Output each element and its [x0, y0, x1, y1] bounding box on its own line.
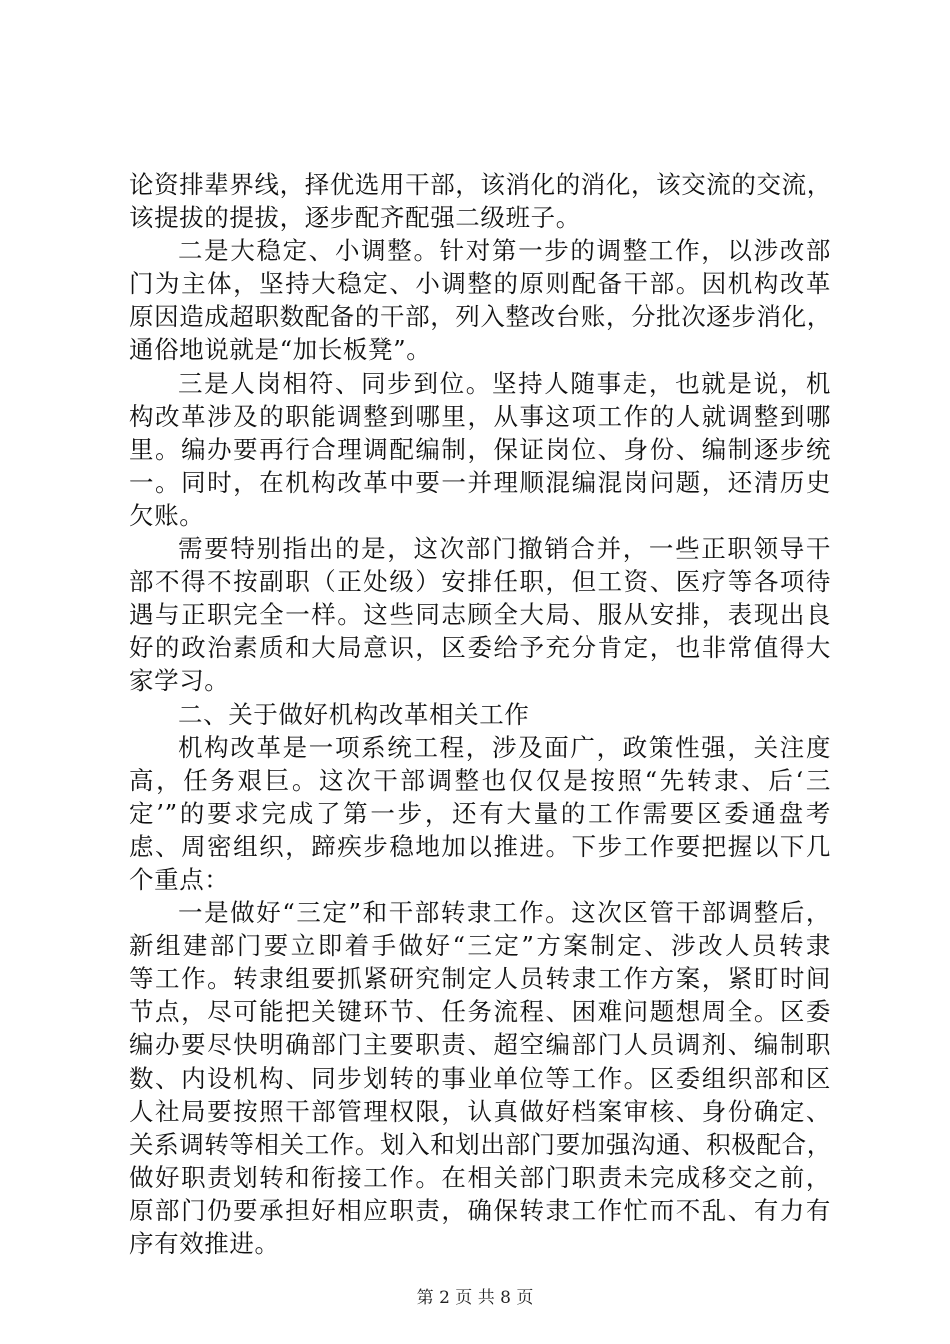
document-body	[129, 168, 831, 1260]
page-footer	[0, 1287, 950, 1309]
text-line: 原部门仍要承担好相应职责，确保转隶工作忙而不乱、有力有	[129, 1195, 831, 1225]
text-line: 定’”的要求完成了第一步，还有大量的工作需要区委通盘考	[129, 798, 831, 828]
text-line: 一。同时，在机构改革中要一并理顺混编混岗问题，还清历史	[129, 467, 831, 497]
paragraph-start: 一是做好“三定”和干部转隶工作。这次区管干部调整后，	[178, 898, 831, 928]
text-line: 欠账。	[129, 500, 205, 530]
text-line: 好的政治素质和大局意识，区委给予充分肯定，也非常值得大	[129, 633, 831, 663]
paragraph-start: 三是人岗相符、同步到位。坚持人随事走，也就是说，机	[178, 368, 831, 398]
text-line: 该提拔的提拔，逐步配齐配强二级班子。	[129, 203, 581, 233]
text-line: 做好职责划转和衔接工作。在相关部门职责未完成移交之前，	[129, 1162, 831, 1192]
paragraph-start: 需要特别指出的是，这次部门撤销合并，一些正职领导干	[178, 534, 831, 564]
text-line: 通俗地说就是“加长板凳”。	[129, 335, 432, 365]
text-line: 部不得不按副职（正处级）安排任职，但工资、医疗等各项待	[129, 567, 831, 597]
text-line: 家学习。	[129, 666, 230, 696]
text-line: 遇与正职完全一样。这些同志顾全大局、服从安排，表现出良	[129, 600, 831, 630]
text-line: 里。编办要再行合理调配编制，保证岗位、身份、编制逐步统	[129, 434, 831, 464]
text-line: 构改革涉及的职能调整到哪里，从事这项工作的人就调整到哪	[129, 401, 831, 431]
text-line: 论资排辈界线，择优选用干部，该消化的消化，该交流的交流，	[129, 170, 832, 199]
text-line: 高，任务艰巨。这次干部调整也仅仅是按照“先转隶、后‘三	[129, 765, 831, 795]
paragraph-start: 二是大稳定、小调整。针对第一步的调整工作，以涉改部	[178, 236, 831, 266]
text-line: 编办要尽快明确部门主要职责、超空编部门人员调剂、编制职	[129, 1030, 831, 1060]
text-line: 虑、周密组织，蹄疾步稳地加以推进。下步工作要把握以下几	[129, 831, 831, 861]
text-line: 关系调转等相关工作。划入和划出部门要加强沟通、积极配合，	[129, 1129, 832, 1159]
text-line: 节点，尽可能把关键环节、任务流程、困难问题想周全。区委	[129, 997, 831, 1027]
paragraph-start: 机构改革是一项系统工程，涉及面广，政策性强，关注度	[178, 732, 831, 762]
section-heading: 二、关于做好机构改革相关工作	[178, 699, 530, 729]
text-line: 人社局要按照干部管理权限，认真做好档案审核、身份确定、	[129, 1096, 831, 1126]
text-line: 原因造成超职数配备的干部，列入整改台账，分批次逐步消化，	[129, 302, 832, 332]
text-line: 序有效推进。	[129, 1229, 280, 1258]
text-line: 新组建部门要立即着手做好“三定”方案制定、涉改人员转隶	[129, 931, 831, 961]
text-line: 门为主体，坚持大稳定、小调整的原则配备干部。因机构改革	[129, 269, 831, 299]
text-line: 等工作。转隶组要抓紧研究制定人员转隶工作方案，紧盯时间	[129, 964, 831, 994]
page-number: 第 2 页 共 8 页	[416, 1288, 534, 1308]
text-line: 数、内设机构、同步划转的事业单位等工作。区委组织部和区	[129, 1063, 831, 1093]
text-line: 个重点：	[129, 864, 230, 894]
